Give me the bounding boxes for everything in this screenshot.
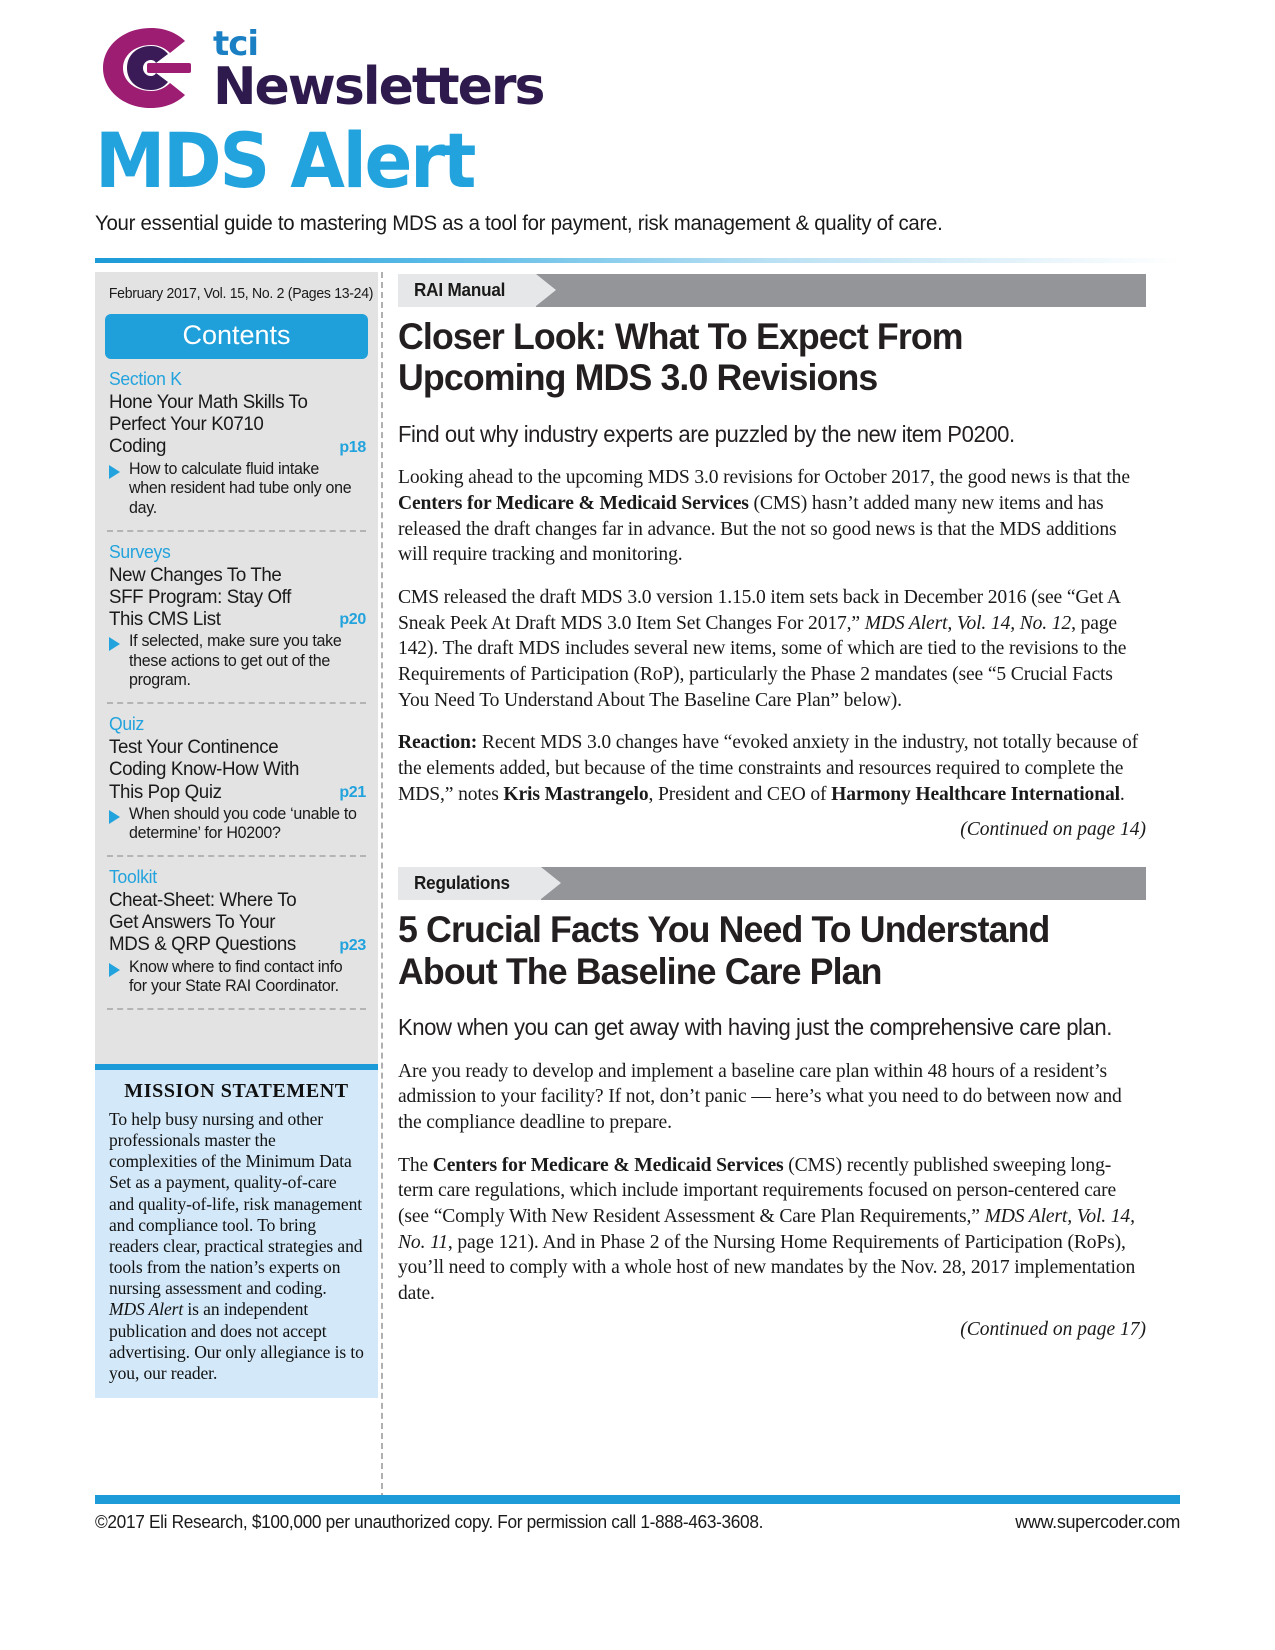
article-regulations — [398, 867, 1146, 1340]
triangle-bullet-icon — [109, 810, 125, 844]
section-ribbon — [398, 867, 1146, 900]
emphasis-bold: Harmony Healthcare International — [831, 783, 1120, 805]
text-run: , President and CEO of — [648, 783, 832, 805]
brand-newsletters-text: Newsletters — [213, 57, 544, 118]
toc-title: Test Your Continence Coding Know-How With This Pop Quiz — [109, 736, 300, 803]
toc-blurb: If selected, make sure you take these actions to get out of the program. — [129, 632, 342, 690]
mission-statement-panel — [95, 1064, 378, 1398]
brand-tci-text: tci — [213, 24, 259, 64]
article-body — [398, 465, 1146, 807]
website-link[interactable]: www.supercoder.com — [1015, 1512, 1180, 1532]
toc-item-quiz[interactable] — [105, 704, 368, 846]
tagline: Your essential guide to mastering MDS as a tool for payment, risk management & quality of care. — [95, 211, 943, 235]
text-run: Looking ahead to the upcoming MDS 3.0 revisions for October 2017, the good news is that the — [398, 467, 1130, 489]
text-run: Are you ready to develop and implement a baseline care plan within 48 hours of a resident’s admission to your facility? If not, don’t panic — here’s what you need to do between now and the compliance deadline to prepare. — [398, 1060, 1122, 1134]
toc-item-toolkit[interactable] — [105, 857, 368, 999]
page-title: MDS Alert — [95, 116, 475, 205]
emphasis-bold: Centers for Medicare & Medicaid Services — [432, 1154, 784, 1176]
toc-blurb: When should you code ‘unable to determine’ for H0200? — [129, 804, 357, 843]
text-run: , page 121). And in Phase 2 of the Nursing Home Requirements of Participation (RoPs), you’ll need to comply with a whole host of new mandates by the Nov. 28, 2017 implementation date. — [398, 1231, 1136, 1305]
section-label: RAI Manual — [414, 280, 506, 300]
mission-text — [109, 1109, 364, 1384]
section-label: Regulations — [414, 873, 510, 894]
footer-divider — [95, 1495, 1180, 1504]
toc-blurb: Know where to find contact info for your State RAI Coordinator. — [129, 957, 343, 996]
mission-text-part2: is an independent publication and does not accept advertising. Our only allegiance is to you, our reader. — [109, 1299, 364, 1383]
paragraph — [398, 1059, 1146, 1136]
text-run: , page 142). The draft MDS includes several new items, some of which are tied to the revisions to the Requirements of Participation (RoP), particularly the Phase 2 mandates (see “5 Crucial Facts You Need To Understand About The Baseline Care Plan” below). — [398, 612, 1127, 711]
article-body — [398, 1059, 1146, 1307]
text-run: Recent MDS 3.0 changes have “evoked anxiety in the industry, not totally because of the elements added, but because of the time constraints and resources required to complete the MDS,” notes — [398, 732, 1139, 805]
main-content — [398, 274, 1146, 1341]
article-deck: Know when you can get away with having just the comprehensive care plan. — [398, 1014, 1112, 1041]
toc-category: Quiz — [109, 713, 145, 735]
toc-page-number: p18 — [339, 438, 366, 456]
article-headline: Closer Look: What To Expect From Upcoming MDS 3.0 Revisions — [398, 316, 963, 399]
triangle-bullet-icon — [109, 963, 125, 997]
toc-separator — [107, 1008, 366, 1010]
continued-note: (Continued on page 14) — [960, 819, 1146, 841]
mission-text-part1: To help busy nursing and other professionals master the complexities of the Minimum Data Set as a payment, quality-of-care and quality-of-life, risk management and compliance tool. To bring readers clear, practical strategies and tools from the nation’s experts on nursing assessment and coding. — [109, 1108, 363, 1299]
emphasis-italic: MDS Alert, Vol. 14, No. 12 — [864, 612, 1072, 634]
section-ribbon — [398, 274, 1146, 307]
text-run: The — [398, 1154, 433, 1176]
emphasis-italic: MDS Alert, Vol. 14, No. 11 — [398, 1206, 1135, 1253]
issue-info: February 2017, Vol. 15, No. 2 (Pages 13-24) — [108, 286, 374, 302]
toc-item-surveys[interactable] — [105, 532, 368, 694]
toc-blurb: How to calculate fluid intake when resident had tube only one day. — [129, 459, 352, 517]
tci-logo-icon — [95, 22, 207, 114]
toc-page-number: p21 — [339, 783, 366, 801]
mission-heading: MISSION STATEMENT — [124, 1079, 349, 1102]
toc-title: Cheat-Sheet: Where To Get Answers To Your MDS & QRP Questions — [109, 888, 297, 956]
toc-page-number: p23 — [339, 936, 366, 954]
toc-category: Toolkit — [109, 865, 157, 887]
article-spacer — [398, 841, 1146, 867]
brand-wordmark — [213, 22, 544, 118]
toc-category: Section K — [109, 368, 182, 389]
article-rai-manual — [398, 274, 1146, 841]
paragraph — [398, 730, 1146, 807]
contents-heading: Contents — [105, 314, 368, 359]
toc-item-section-k[interactable] — [105, 359, 368, 521]
page-footer — [95, 1512, 1180, 1533]
paragraph — [398, 465, 1146, 568]
contents-panel — [95, 272, 378, 1024]
masthead — [95, 22, 1180, 236]
ribbon-tab — [398, 274, 536, 307]
emphasis-bold: Centers for Medicare & Medicaid Services — [398, 493, 749, 515]
article-headline: 5 Crucial Facts You Need To Understand About The Baseline Care Plan — [398, 909, 1050, 992]
triangle-bullet-icon — [109, 465, 125, 519]
column-divider — [381, 272, 383, 1499]
emphasis-bold: Kris Mastrangelo — [503, 783, 649, 805]
mission-publication-name: MDS Alert — [109, 1299, 184, 1320]
continued-note: (Continued on page 17) — [960, 1318, 1146, 1340]
ribbon-tab — [398, 867, 541, 900]
emphasis-bold: Reaction: — [398, 732, 478, 754]
toc-title: New Changes To The SFF Program: Stay Off This CMS List — [109, 563, 291, 630]
paragraph — [398, 585, 1146, 713]
toc-title: Hone Your Math Skills To Perfect Your K0710 Coding — [109, 391, 308, 458]
article-deck: Find out why industry experts are puzzled by the new item P0200. — [398, 420, 1015, 447]
text-run: . — [1119, 783, 1125, 805]
copyright-notice: ©2017 Eli Research, $100,000 per unauthorized copy. For permission call 1-888-463-3608. — [95, 1512, 764, 1532]
triangle-bullet-icon — [109, 637, 125, 691]
toc-category: Surveys — [109, 540, 171, 562]
text-run: CMS released the draft MDS 3.0 version 1.15.0 item sets back in December 2016 (see “Get A Sneak Peek At Draft MDS 3.0 Item Set Changes For 2017,” — [398, 587, 1120, 634]
text-run: (CMS) recently published sweeping long-term care regulations, which include important requirements focused on person-centered care (see “Comply With New Resident Assessment & Care Plan Requirements,” — [398, 1154, 1117, 1228]
masthead-divider — [95, 258, 1180, 263]
sidebar-spacer — [95, 1024, 378, 1064]
toc-page-number: p20 — [339, 611, 366, 629]
paragraph — [398, 1153, 1146, 1307]
brand-lockup — [95, 22, 1180, 117]
sidebar — [95, 272, 378, 1398]
text-run: (CMS) hasn’t added many new items and has released the draft changes far in advance. But the not so good news is that the MDS additions will require tracking and monitoring. — [398, 493, 1117, 566]
